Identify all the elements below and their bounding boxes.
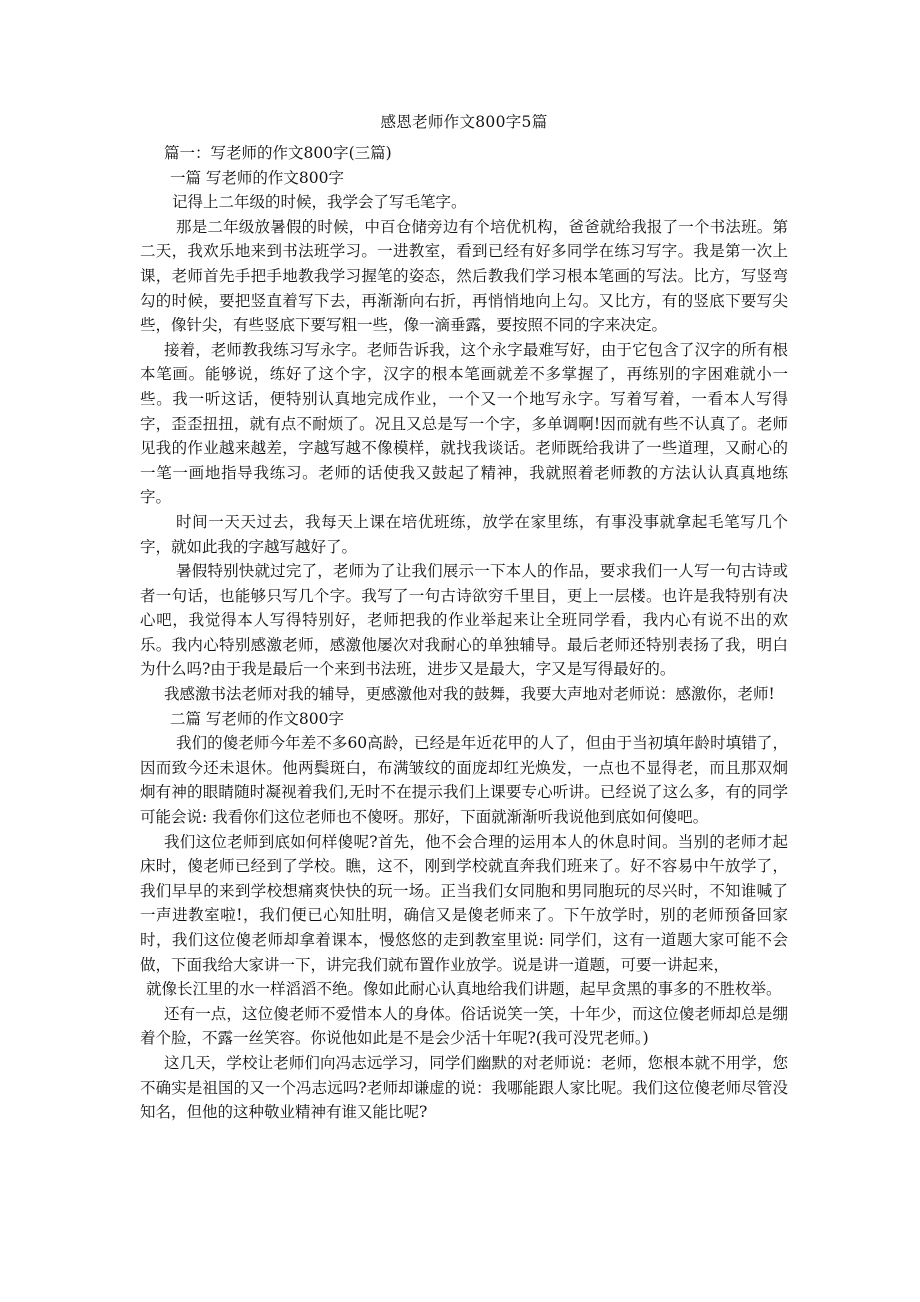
essay2-paragraph: 我们的傻老师今年差不多60高龄，已经是年近花甲的人了，但由于当初填年龄时填错了，因而致今还未退休。他两鬓斑白，布满皱纹的面庞却红光焕发，一点也不显得老，而且那双炯炯有神的眼睛随时凝视着我们,无时不在提示我们上课要专心听讲。已经说了这么多，有的同学可能会说: 我看你们这位老师也不傻呀。那好，下面就渐渐听我说他到底如何傻吧。 (140, 734, 788, 827)
document-title: 感恩老师作文800字5篇 (380, 113, 548, 131)
essay1-heading: 一篇 写老师的作文800字 (170, 168, 345, 187)
essay1-paragraph: 时间一天天过去，我每天上课在培优班练，放学在家里练，有事没事就拿起毛笔写几个字，就如此我的字越写越好了。 (140, 512, 788, 556)
essay1-paragraph: 暑假特别快就过完了，老师为了让我们展示一下本人的作品，要求我们一人写一句古诗或者一句话，也能够只写几个字。我写了一句古诗欲穷千里目，更上一层楼。也许是我特别有决心吧，我觉得本人写得特别好，老师把我的作业举起来让全班同学看，我内心有说不出的欢乐。我内心特别感激老师，感激他屡次对我耐心的单独辅导。最后老师还特别表扬了我，明白为什么吗?由于我是最后一个来到书法班，进步又是最大，字又是写得最好的。 (140, 562, 788, 679)
essay1-paragraph: 接着，老师教我练习写永字。老师告诉我，这个永字最难写好，由于它包含了汉字的所有根本笔画。能够说，练好了这个字，汉字的根本笔画就差不多掌握了，再练别的字困难就小一些。我一听这话，便特别认真地完成作业，一个又一个地写永字。写着写着，一看本人写得字，歪歪扭扭，就有点不耐烦了。况且又总是写一个字，多单调啊!因而就有些不认真了。老师见我的作业越来越差，字越写越不像模样，就找我谈话。老师既给我讲了一些道理，又耐心的一笔一画地指导我练习。老师的话使我又鼓起了精神，我就照着老师教的方法认认真真地练字。 (140, 340, 788, 507)
essay1-paragraph: 记得上二年级的时候，我学会了写毛笔字。 (172, 193, 467, 212)
essay2-heading: 二篇 写老师的作文800字 (170, 709, 345, 728)
essay2-paragraph: 这几天，学校让老师们向冯志远学习，同学们幽默的对老师说：老师，您根本就不用学，您不确实是祖国的又一个冯志远吗?老师却谦虚的说：我哪能跟人家比呢。我们这位傻老师尽管没知名，但他的这种敬业精神有谁又能比呢? (140, 1053, 788, 1122)
essay1-paragraph: 那是二年级放暑假的时候，中百仓储旁边有个培优机构，爸爸就给我报了一个书法班。第二天，我欢乐地来到书法班学习。一进教室，看到已经有好多同学在练习写字。我是第一次上课，老师首先手把手地教我学习握笔的姿态，然后教我们学习根本笔画的写法。比方，写竖弯勾的时候，要把竖直着写下去，再渐渐向右折，再悄悄地向上勾。又比方，有的竖底下要写尖些，像针尖，有些竖底下要写粗一些，像一滴垂露，要按照不同的字来决定。 (140, 217, 788, 335)
essay2-paragraph: 我们这位老师到底如何样傻呢?首先，他不会合理的运用本人的休息时间。当别的老师才起床时，傻老师已经到了学校。瞧，这不，刚到学校就直奔我们班来了。好不容易中午放学了，我们早早的来到学校想痛爽快快的玩一场。正当我们女同胞和男同胞玩的尽兴时，不知谁喊了一声进教室啦!，我们便已心知肚明，确信又是傻老师来了。下午放学时，别的老师预备回家时，我们这位傻老师却拿着课本，慢悠悠的走到教室里说: 同学们，这有一道题大家可能不会做，下面我给大家讲一下，讲完我们就布置作业放学。说是讲一道题，可要一讲起来， (140, 832, 788, 974)
essay2-paragraph: 就像长江里的水一样滔滔不绝。像如此耐心认真地给我们讲题，起早贪黑的事多的不胜枚举。 (146, 980, 782, 999)
essay1-paragraph: 我感激书法老师对我的辅导，更感激他对我的鼓舞，我要大声地对老师说：感激你，老师! (164, 685, 775, 704)
document-page (140, 110, 788, 1125)
essay2-paragraph: 还有一点，这位傻老师不爱惜本人的身体。俗话说笑一笑，十年少，而这位傻老师却总是绷着个脸，不露一丝笑容。你说他如此是不是会少活十年呢?(我可没咒老师。) (140, 1004, 788, 1048)
part1-heading: 篇一：写老师的作文800字(三篇) (164, 144, 392, 162)
